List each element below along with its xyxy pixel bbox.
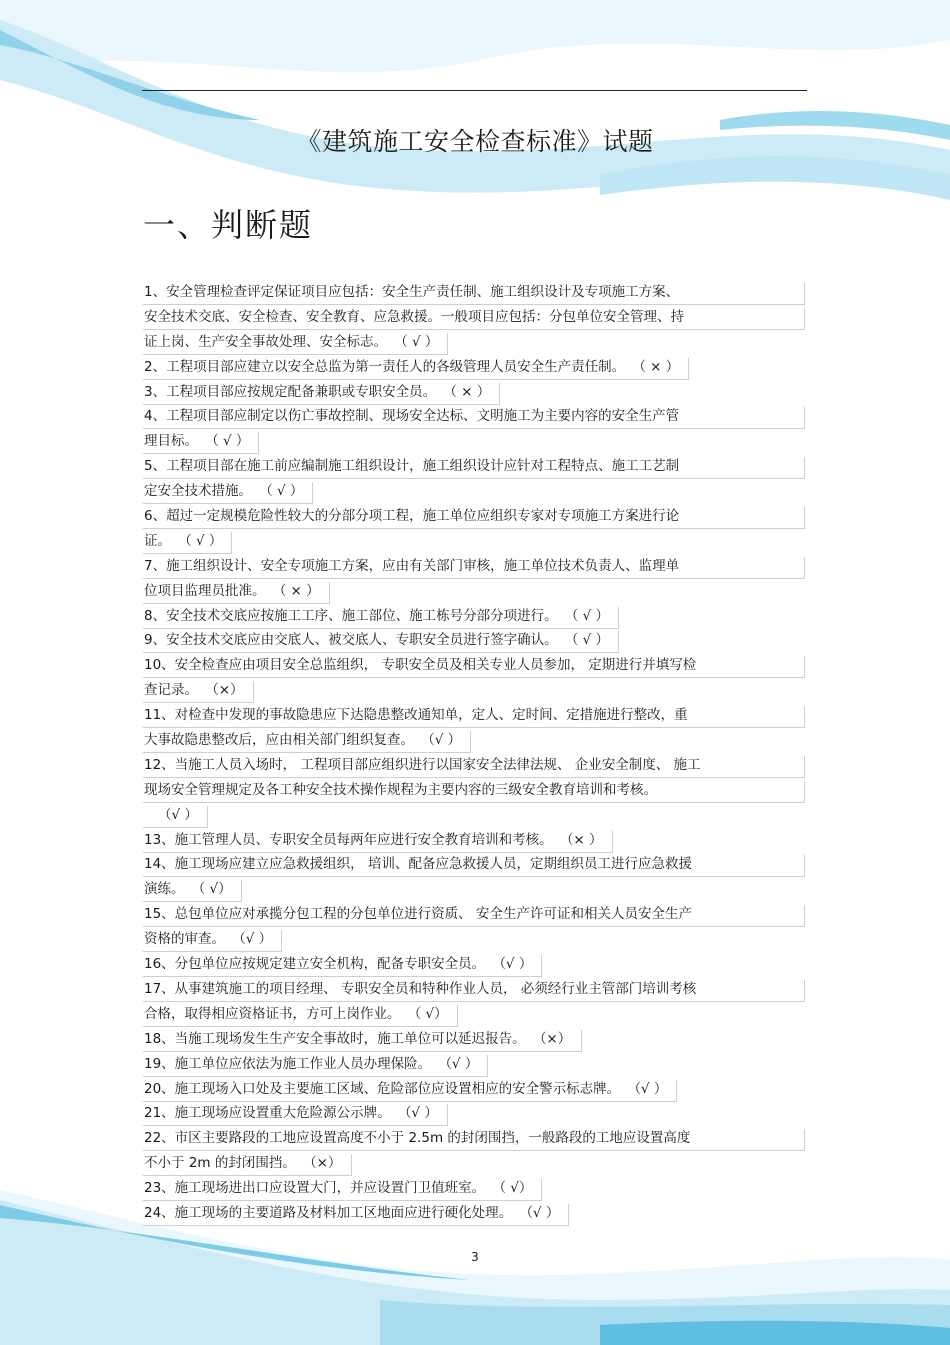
question-line bbox=[143, 1127, 806, 1152]
answer-mark: （√ ） bbox=[634, 1080, 668, 1097]
answer-mark: （ √ ） bbox=[571, 632, 610, 649]
answer-mark: （ √ ） bbox=[401, 333, 439, 350]
question-line-last bbox=[143, 1078, 806, 1103]
question-line bbox=[143, 704, 806, 729]
question-line-last bbox=[143, 480, 806, 505]
question-text: 21、施工现场应设置重大危险源公示牌。 bbox=[144, 1105, 391, 1122]
question-line-last bbox=[143, 829, 806, 854]
question-line bbox=[143, 853, 806, 878]
answer-mark: （√ ） bbox=[526, 1204, 560, 1221]
question-line bbox=[143, 779, 806, 804]
question-text: 18、当施工现场发生生产安全事故时，施工单位可以延迟报告。 bbox=[144, 1030, 526, 1047]
question-text: 理目标。 bbox=[144, 433, 198, 450]
question-line bbox=[143, 754, 806, 779]
question-text: 17、从事建筑施工的项目经理、 专职安全员和特种作业人员， 必须经行业主管部门培训考核 bbox=[144, 980, 697, 997]
question-text: 查记录。 bbox=[144, 682, 198, 699]
document-title: 《建筑施工安全检查标准》试题 bbox=[296, 127, 654, 156]
question-text: 3、工程项目部应按规定配备兼职或专职安全员。 bbox=[144, 383, 437, 400]
question-text: 19、施工单位应依法为施工作业人员办理保险。 bbox=[144, 1055, 432, 1072]
question-line-last bbox=[143, 580, 806, 605]
question-line bbox=[143, 306, 806, 331]
question-line-last bbox=[143, 605, 806, 630]
question-text: 20、施工现场入口处及主要施工区域、危险部位应设置相应的安全警示标志牌。 bbox=[144, 1080, 621, 1097]
question-line-last bbox=[143, 679, 806, 704]
answer-mark: （ × ） bbox=[450, 383, 491, 400]
answer-mark: （√ ） bbox=[445, 1055, 479, 1072]
question-text: 定安全技术措施。 bbox=[144, 483, 252, 500]
answer-mark: （×） bbox=[309, 1155, 342, 1172]
page-number: 3 bbox=[471, 1250, 479, 1264]
question-text: 10、安全检查应由项目安全总监组织， 专职安全员及相关专业人员参加， 定期进行并填写检 bbox=[144, 657, 697, 674]
question-line bbox=[143, 281, 806, 306]
section-heading: 一、判断题 bbox=[143, 206, 314, 244]
question-line-last bbox=[143, 430, 806, 455]
answer-mark: （√ ） bbox=[499, 956, 533, 973]
answer-mark: （ √ ） bbox=[212, 433, 250, 450]
question-text: 23、施工现场进出口应设置大门，并应设置门卫值班室。 bbox=[144, 1180, 486, 1197]
answer-mark: （√ ） bbox=[239, 931, 273, 948]
question-line-last bbox=[143, 1177, 806, 1202]
answer-mark: （×） bbox=[212, 682, 244, 699]
answer-mark: （ √ ） bbox=[266, 483, 304, 500]
answer-mark: （ √） bbox=[414, 1005, 448, 1022]
question-line-last bbox=[143, 953, 806, 978]
question-text: 16、分包单位应按规定建立安全机构，配备专职安全员。 bbox=[144, 956, 486, 973]
question-line-last bbox=[143, 381, 806, 406]
answer-mark: （√ ） bbox=[404, 1105, 438, 1122]
question-text: 13、施工管理人员、专职安全员每两年应进行安全教育培训和考核。 bbox=[144, 831, 553, 848]
answer-mark: （ √） bbox=[499, 1180, 533, 1197]
question-text: 1、安全管理检查评定保证项目应包括：安全生产责任制、施工组织设计及专项施工方案、 bbox=[144, 284, 680, 300]
question-line bbox=[143, 978, 806, 1003]
header-rule bbox=[142, 90, 807, 91]
question-line-last bbox=[143, 1003, 806, 1028]
question-line-last bbox=[143, 878, 806, 903]
question-text: 合格，取得相应资格证书，方可上岗作业。 bbox=[144, 1005, 401, 1022]
question-text: 5、工程项目部在施工前应编制施工组织设计，施工组织设计应针对工程特点、施工工艺制 bbox=[144, 458, 680, 475]
question-text: 15、总包单位应对承揽分包工程的分包单位进行资质、 安全生产许可证和相关人员安全生产 bbox=[144, 906, 692, 923]
question-line bbox=[143, 455, 806, 480]
question-line-last bbox=[143, 356, 806, 381]
answer-mark: （× ） bbox=[566, 831, 603, 848]
question-line-last bbox=[143, 1202, 806, 1227]
answer-mark: （×） bbox=[539, 1030, 572, 1047]
question-text: 证。 bbox=[144, 532, 171, 549]
question-text: 现场安全管理规定及各工种安全技术操作规程为主要内容的三级安全教育培训和考核。 bbox=[144, 781, 657, 798]
question-line-last bbox=[143, 1152, 806, 1177]
question-line bbox=[143, 903, 806, 928]
question-text: 2、工程项目部应建立以安全总监为第一责任人的各级管理人员安全生产责任制。 bbox=[144, 358, 626, 375]
question-text: 资格的审查。 bbox=[144, 931, 225, 948]
question-text: 24、施工现场的主要道路及材料加工区地面应进行硬化处理。 bbox=[144, 1204, 513, 1221]
answer-mark: （ × ） bbox=[639, 358, 680, 375]
question-line-last bbox=[143, 629, 806, 654]
question-text: 4、工程项目部应制定以伤亡事故控制、现场安全达标、文明施工为主要内容的安全生产管 bbox=[144, 408, 680, 425]
question-line bbox=[143, 405, 806, 430]
question-text: 7、施工组织设计、安全专项施工方案，应由有关部门审核，施工单位技术负责人、监理单 bbox=[144, 557, 680, 574]
question-text: 演练。 bbox=[144, 881, 185, 898]
question-text: 安全技术交底、安全检查、安全教育、应急救援。一般项目应包括：分包单位安全管理、持 bbox=[144, 308, 684, 325]
question-text: 证上岗、生产安全事故处理、安全标志。 bbox=[144, 333, 387, 350]
question-line-last bbox=[143, 1028, 806, 1053]
question-line-last bbox=[143, 1102, 806, 1127]
question-line-last bbox=[143, 331, 806, 356]
question-line bbox=[143, 505, 806, 530]
answer-mark: （ √） bbox=[198, 881, 232, 898]
answer-mark: （ × ） bbox=[279, 582, 320, 599]
question-line-last bbox=[143, 530, 806, 555]
answer-mark: （√ ） bbox=[428, 732, 462, 749]
question-text: 12、当施工人员入场时， 工程项目部应组织进行以国家安全法律法规、 企业安全制度、 施工 bbox=[144, 756, 701, 773]
answer-mark: （ √ ） bbox=[571, 607, 610, 624]
question-line-last bbox=[143, 804, 806, 829]
question-text: 22、市区主要路段的工地应设置高度不小于 2.5m 的封闭围挡，一般路段的工地应设置高度 bbox=[144, 1130, 691, 1147]
question-text: 6、超过一定规模危险性较大的分部分项工程，施工单位应组织专家对专项施工方案进行论 bbox=[144, 508, 680, 525]
question-text: 8、安全技术交底应按施工工序、施工部位、施工栋号分部分项进行。 bbox=[144, 607, 558, 624]
question-text: 不小于 2m 的封闭围挡。 bbox=[144, 1155, 296, 1172]
answer-mark: （ √ ） bbox=[185, 532, 223, 549]
question-text bbox=[143, 807, 144, 823]
question-text: 大事故隐患整改后，应由相关部门组织复查。 bbox=[144, 732, 414, 749]
question-line-last bbox=[143, 1053, 806, 1078]
answer-mark: （√ ） bbox=[158, 806, 198, 823]
question-line bbox=[143, 555, 806, 580]
question-list bbox=[143, 281, 806, 1227]
question-line-last bbox=[143, 928, 806, 953]
question-text: 11、对检查中发现的事故隐患应下达隐患整改通知单，定人、定时间、定措施进行整改，重 bbox=[144, 707, 688, 724]
question-line-last bbox=[143, 729, 806, 754]
question-line bbox=[143, 654, 806, 679]
question-text: 位项目监理员批准。 bbox=[144, 582, 266, 599]
question-text: 9、安全技术交底应由交底人、被交底人、专职安全员进行签字确认。 bbox=[144, 632, 558, 649]
question-text: 14、施工现场应建立应急救援组织， 培训、配备应急救援人员，定期组织员工进行应急救援 bbox=[144, 856, 692, 873]
